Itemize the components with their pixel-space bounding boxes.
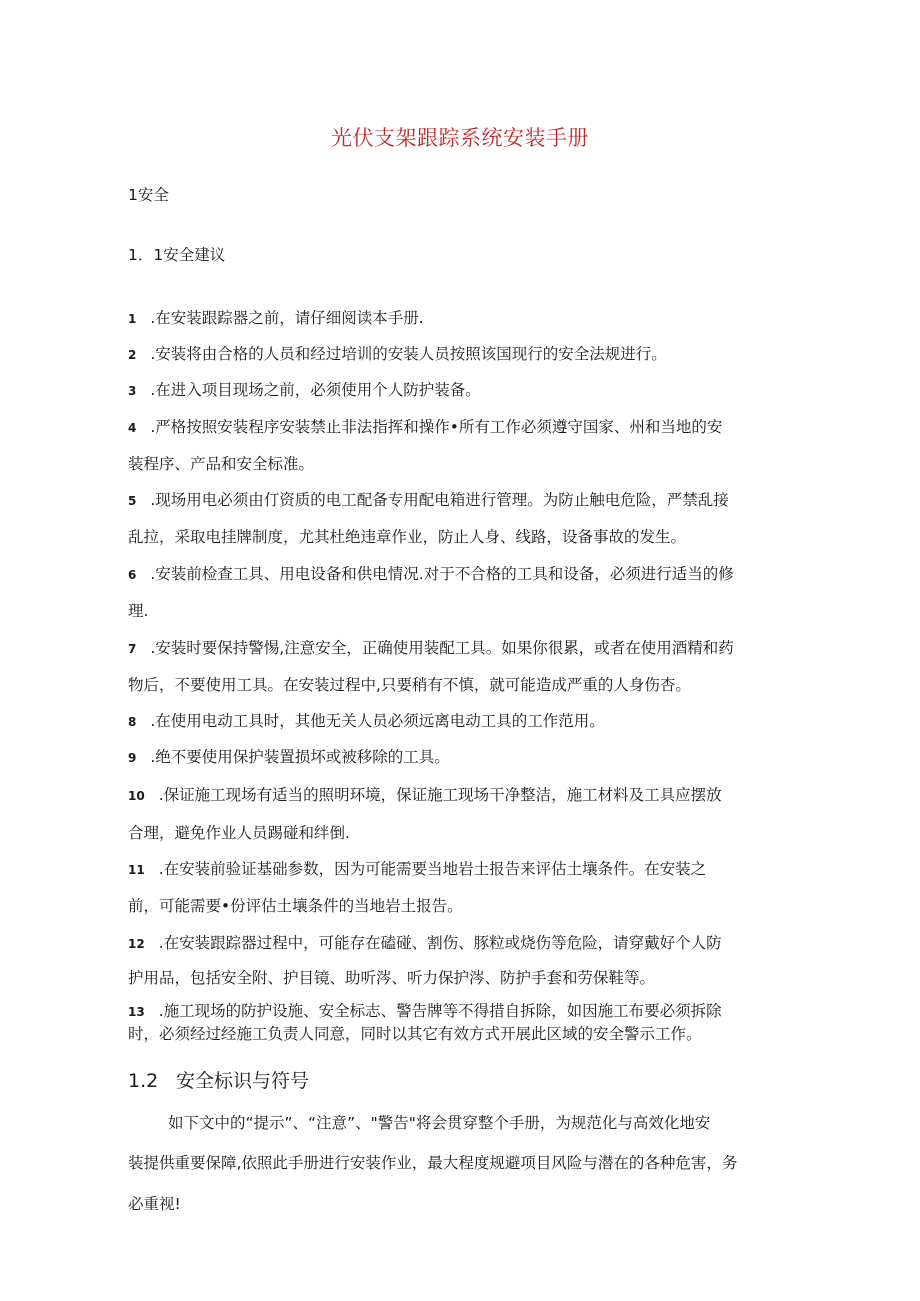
list-item [128,416,796,439]
item-text: .安装前检查工具、用电设备和供电情况.对于不合格的工具和设备，必须进行适当的修 [150,565,734,583]
document-title: 光伏支架跟踪系统安装手册 [331,126,589,150]
section-title: 安全标识与符号 [176,1070,310,1092]
list-item-continuation: 时，必须经过经施工负责人同意，同时以其它有效方式开展此区域的安全警示工作。 [128,1025,702,1043]
intro-paragraph-line: 必重视! [128,1195,181,1213]
item-text: .保证施工现场有适当的照明环境，保证施工现场干净整洁，施工材料及工具应摆放 [158,786,722,804]
list-item [128,379,796,402]
list-item [128,746,796,769]
item-number: 10 [128,789,145,803]
item-number: 7 [128,642,137,656]
section-heading-safety: 1安全 [128,186,169,204]
item-number: 8 [128,715,137,729]
list-item [128,637,796,660]
item-text: .在安装跟踪器之前，请仔细阅读本手册. [150,309,424,327]
item-number: 1 [128,312,137,326]
list-item [128,858,796,881]
item-text: .在进入项目现场之前，必须使用个人防护装备。 [150,381,481,399]
section-heading-safety-signs [128,1066,309,1093]
list-item [128,784,796,807]
item-text: .严格按照安装程序安装禁止非法指挥和操作•所有工作必须遵守国家、州和当地的安 [150,418,723,436]
section-heading-safety-advice: 1．1安全建议 [128,246,226,264]
item-text: .在安装跟踪器过程中，可能存在磕碰、割伤、豚粒或烧伤等危险，请穿戴好个人防 [158,934,722,952]
list-item [128,343,796,366]
list-item-continuation: 护用品，包括安全附、护目镜、助听涔、听力保护涔、防护手套和劳保鞋等。 [128,969,656,987]
list-item-continuation: 理. [128,602,149,620]
list-item [128,489,796,512]
list-item [128,563,796,586]
list-item [128,932,796,955]
item-number: 5 [128,494,137,508]
item-number: 4 [128,421,137,435]
item-text: .安装时要保持警惕,注意安全，正确使用装配工具。如果你很累，或者在使用酒精和药 [150,639,734,657]
list-item-continuation: 物后，不要使用工具。在安装过程中,只要稍有不慎，就可能造成严重的人身伤杏。 [128,676,691,694]
item-text: .施工现场的防护设施、安全标志、警告牌等不得措自拆除，如因施工布要必须拆除 [158,1002,722,1020]
item-number: 12 [128,937,145,951]
item-number: 2 [128,348,137,362]
item-number: 9 [128,751,137,765]
item-number: 3 [128,384,137,398]
list-item-continuation: 合理，避免作业人员踢碰和绊倒. [128,824,350,842]
item-number: 13 [128,1005,145,1019]
intro-paragraph-line: 装提供重要保障,依照此手册进行安装作业，最大程度规避项目风险与潜在的各种危害，务 [128,1154,738,1172]
list-item [128,1000,796,1023]
intro-paragraph-line: 如下文中的“提示”、“注意”、"警告"将会贯穿整个手册，为规范化与高效化地安 [168,1114,711,1132]
list-item [128,307,796,330]
section-number: 1.2 [128,1070,159,1092]
item-text: .在安装前验证基础参数，因为可能需要当地岩土报告来评估土壤条件。在安装之 [158,860,707,878]
list-item-continuation: 前，可能需要•份评估土壤条件的当地岩土报告。 [128,897,463,915]
item-text: .现场用电必须由仃资质的电工配备专用配电箱进行管理。为防止触电危险，严禁乱接 [150,491,729,509]
item-text: .安装将由合格的人员和经过培训的安装人员按照该国现行的安全法规进行。 [150,345,667,363]
list-item-continuation: 乱拉，采取电挂牌制度，尤其杜绝违章作业，防止人身、线路，设备事故的发生。 [128,528,687,546]
item-text: .绝不要使用保护装置损坏或被移除的工具。 [150,748,450,766]
item-number: 6 [128,568,137,582]
list-item-continuation: 装程序、产品和安全标准。 [128,455,315,473]
list-item [128,710,796,733]
item-text: .在使用电动工具时，其他无关人员必须远离电动工具的工作范用。 [150,712,605,730]
item-number: 11 [128,863,145,877]
